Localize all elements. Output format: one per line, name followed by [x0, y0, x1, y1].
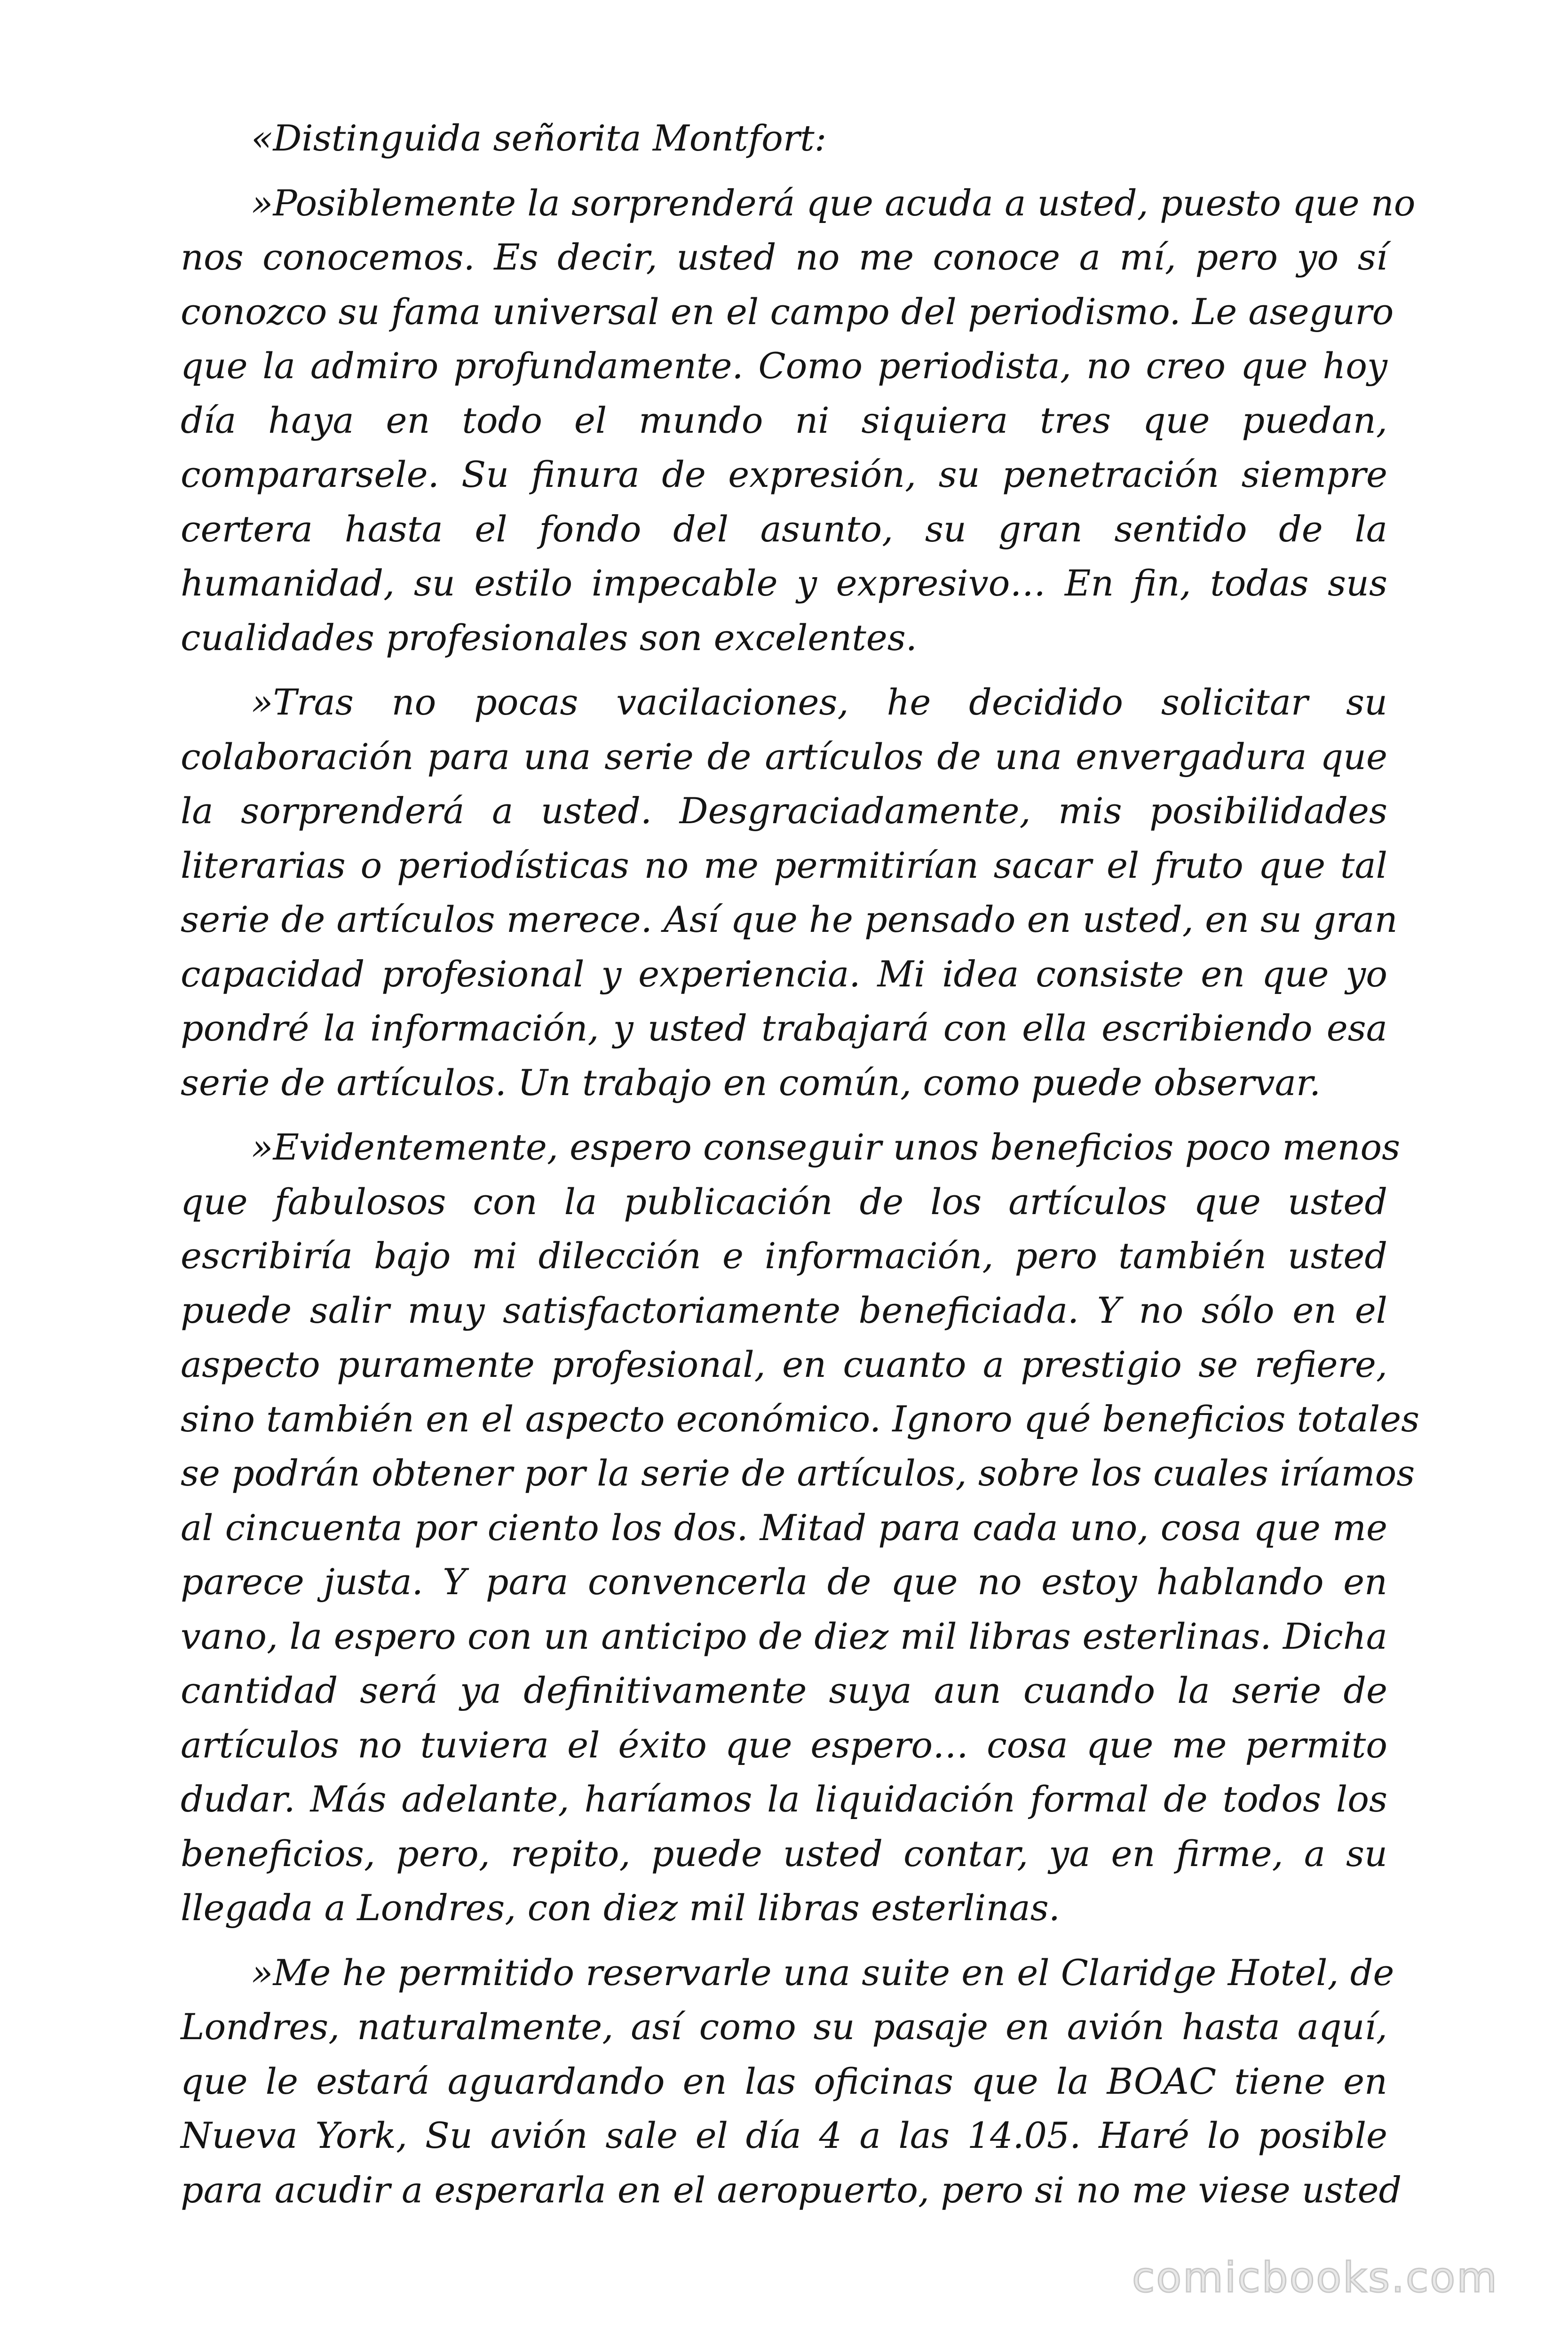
text-line: »Tras no pocas vacilaciones, he decidido solicitar su	[251, 681, 1387, 723]
text-line: nos conocemos. Es decir, usted no me conoce a mí, pero yo sí	[181, 236, 1387, 278]
text-line: cantidad será ya definitivamente suya aun cuando la serie de	[181, 1669, 1387, 1711]
text-line: aspecto puramente profesional, en cuanto a prestigio se refiere,	[181, 1343, 1387, 1385]
body-paragraph	[181, 675, 1398, 1110]
text-line: »Evidentemente, espero conseguir unos beneficios poco menos	[251, 1126, 1401, 1168]
text-line: llegada a Londres, con diez mil libras esterlinas.	[181, 1887, 1060, 1929]
body-paragraph	[181, 176, 1416, 665]
text-line: dudar. Más adelante, haríamos la liquidación formal de todos los	[181, 1778, 1387, 1820]
text-line: al cincuenta por ciento los dos. Mitad para cada uno, cosa que me	[181, 1506, 1387, 1549]
watermark: comicbooks.com	[1132, 2253, 1498, 2302]
text-line: cualidades profesionales son excelentes.	[181, 616, 917, 659]
text-line: que le estará aguardando en las oficinas que la BOAC tiene en	[181, 2060, 1387, 2102]
text-line: serie de artículos merece. Así que he pensado en usted, en su gran	[181, 898, 1398, 940]
text-line: beneficios, pero, repito, puede usted contar, ya en firme, a su	[181, 1832, 1387, 1875]
text-line: se podrán obtener por la serie de artículos, sobre los cuales iríamos	[181, 1452, 1415, 1494]
text-line: compararsele. Su finura de expresión, su penetración siempre	[181, 453, 1387, 495]
text-line: la sorprenderá a usted. Desgraciadamente, mis posibilidades	[181, 790, 1387, 832]
text-line: colaboración para una serie de artículos de una envergadura que	[181, 735, 1387, 778]
text-line: »Posiblemente la sorprenderá que acuda a usted, puesto que no	[251, 182, 1416, 224]
text-line: humanidad, su estilo impecable y expresivo… En fin, todas sus	[181, 562, 1387, 604]
text-line: vano, la espero con un anticipo de diez mil libras esterlinas. Dicha	[181, 1615, 1387, 1657]
text-line: que fabulosos con la publicación de los artículos que usted	[181, 1180, 1387, 1223]
salutation-paragraph	[181, 111, 1387, 166]
text-line: conozco su fama universal en el campo del periodismo. Le aseguro	[181, 290, 1394, 333]
text-line: capacidad profesional y experiencia. Mi idea consiste en que yo	[181, 953, 1387, 995]
text-line: «Distinguida señorita Montfort:	[251, 117, 827, 159]
text-line: para acudir a esperarla en el aeropuerto, pero si no me viese usted	[181, 2169, 1402, 2211]
text-line: escribiría bajo mi dilección e información, pero también usted	[181, 1235, 1387, 1277]
text-line: pondré la información, y usted trabajará con ella escribiendo esa	[181, 1007, 1387, 1049]
text-line: que la admiro profundamente. Como periodista, no creo que hoy	[181, 345, 1387, 387]
text-line: día haya en todo el mundo ni siquiera tres que puedan,	[181, 399, 1387, 441]
text-line: sino también en el aspecto económico. Ignoro qué beneficios totales	[181, 1398, 1420, 1440]
text-line: certera hasta el fondo del asunto, su gran sentido de la	[181, 508, 1387, 550]
text-line: serie de artículos. Un trabajo en común, como puede observar.	[181, 1061, 1321, 1104]
text-line: »Me he permitido reservarle una suite en el Claridge Hotel, de	[251, 1951, 1394, 1994]
text-line: Nueva York, Su avión sale el día 4 a las 14.05. Haré lo posible	[181, 2114, 1387, 2156]
text-line: puede salir muy satisfactoriamente beneficiada. Y no sólo en el	[181, 1289, 1387, 1331]
body-paragraph	[181, 1946, 1402, 2217]
page-text	[181, 111, 1420, 2217]
text-line: Londres, naturalmente, así como su pasaje en avión hasta aquí,	[181, 2006, 1387, 2048]
text-line: literarias o periodísticas no me permitirían sacar el fruto que tal	[181, 844, 1387, 886]
text-line: artículos no tuviera el éxito que espero… cosa que me permito	[181, 1724, 1387, 1766]
text-line: parece justa. Y para convencerla de que no estoy hablando en	[181, 1561, 1387, 1603]
body-paragraph	[181, 1120, 1420, 1935]
